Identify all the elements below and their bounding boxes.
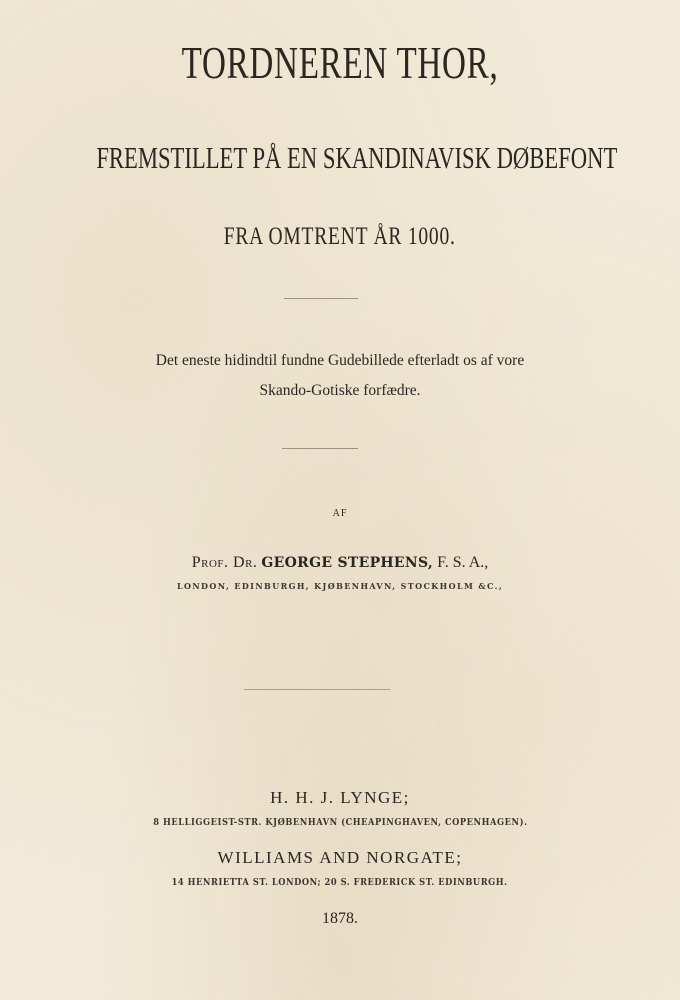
book-subtitle-date-text: FRA OMTRENT ÅR 1000. <box>224 223 456 250</box>
publisher-address-text: 14 HENRIETTA ST. LONDON; 20 S. FREDERICK ST. EDINBURGH. <box>172 878 508 888</box>
author-cities: LONDON, EDINBURGH, KJØBENHAVN, STOCKHOLM &C., <box>176 581 504 591</box>
description-line-2: Skando-Gotiske forfædre. <box>259 382 421 399</box>
divider-rule <box>244 689 390 690</box>
description-line-1: Det eneste hidindtil fundne Gudebillede efterladt os af vore <box>155 352 525 369</box>
publisher-address-text: 8 HELLIGGEIST-STR. KJØBENHAVN (CHEAPINGHAVEN, COPENHAGEN). <box>152 818 528 828</box>
book-subtitle-text: FREMSTILLET PÅ EN SKANDINAVISK DØBEFONT <box>96 140 618 175</box>
divider-rule <box>282 448 358 449</box>
author-credentials: F. S. A., <box>437 554 489 571</box>
publisher-name: H. H. J. LYNGE; <box>270 788 410 807</box>
book-title <box>0 34 680 91</box>
publisher-address <box>0 876 680 890</box>
divider-rule <box>284 298 358 299</box>
book-subtitle-date <box>0 220 680 253</box>
book-title-text: TORDNEREN THOR, <box>181 37 499 88</box>
publisher-name: WILLIAMS AND NORGATE; <box>217 848 463 867</box>
byline-af: AF <box>332 508 348 519</box>
book-subtitle <box>0 138 680 178</box>
author-title: Prof. Dr. <box>191 554 258 571</box>
publisher-address <box>0 816 680 830</box>
author-name: GEORGE STEPHENS, <box>261 555 434 571</box>
author-line <box>0 552 680 574</box>
publication-year: 1878. <box>322 910 358 927</box>
